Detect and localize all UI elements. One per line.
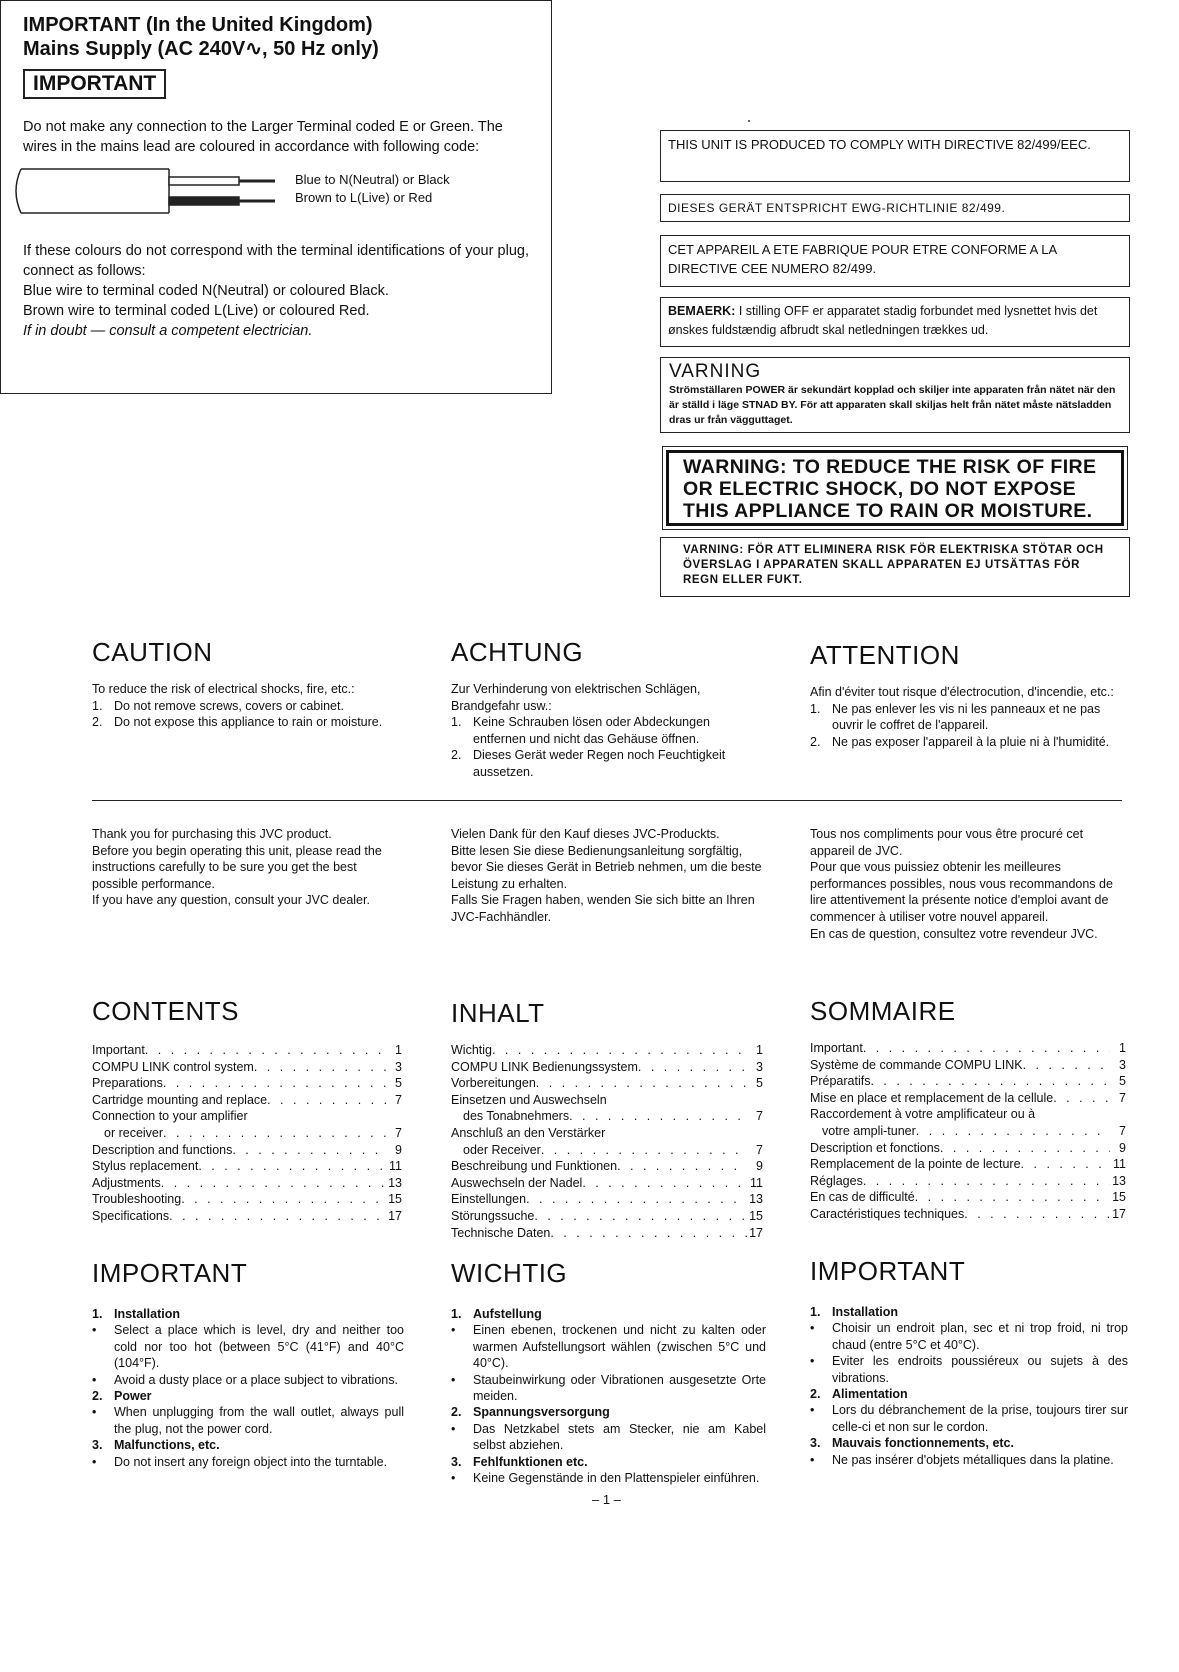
bemaerk-box xyxy=(660,297,1130,347)
toc-row: Remplacement de la pointe de lecture . . . 11 xyxy=(810,1156,1126,1173)
toc-row: En cas de difficulté . . . 15 xyxy=(810,1189,1126,1206)
toc-row: Einsetzen und Auswechseln xyxy=(451,1092,607,1107)
list-item: • Staubeinwirkung oder Vibrationen ausgesetzte Orte meiden. xyxy=(451,1372,766,1404)
list-heading: 2. Alimentation xyxy=(810,1387,908,1402)
toc-row: votre ampli-tuner . . . 7 xyxy=(810,1123,1126,1140)
caution-en xyxy=(92,681,404,731)
toc-de xyxy=(451,1042,763,1241)
list-item: • Do not insert any foreign object into the turntable. xyxy=(92,1454,388,1469)
caution-en-intro: To reduce the risk of electrical shocks, fire, etc.: xyxy=(92,682,355,696)
contents-title-en: CONTENTS xyxy=(92,996,239,1026)
varning-box xyxy=(660,357,1130,433)
toc-row: Vorbereitungen . . . 5 xyxy=(451,1075,763,1092)
list-item: • Einen ebenen, trockenen und nicht zu kalten oder warmen Aufstellungsort wählen (zwischen 5°C und 40°C). xyxy=(451,1323,766,1371)
print-speck xyxy=(748,120,750,122)
toc-row: Auswechseln der Nadel . . . 11 xyxy=(451,1175,763,1192)
bemaerk-text: I stilling OFF er apparatet stadig forbundet med lysnettet hvis det ønskes fuldstændig afbrudt skal netledningen trækkes ud. xyxy=(668,304,1098,337)
wire-blue-label: Blue to N(Neutral) or Black xyxy=(295,172,450,187)
toc-fr xyxy=(810,1040,1126,1223)
uk-important-box xyxy=(0,0,552,394)
list-item: • Avoid a dusty place or a place subject to vibrations. xyxy=(92,1372,398,1387)
toc-row: Preparations . . . 5 xyxy=(92,1075,402,1092)
toc-row: des Tonabnehmers . . . 7 xyxy=(451,1108,763,1125)
list-item: • Choisir un endroit plan, sec et ni trop froid, ni trop chaud (entre 5°C et 40°C). xyxy=(810,1321,1128,1352)
wire-brown-label: Brown to L(Live) or Red xyxy=(295,190,433,205)
list-item: • When unplugging from the wall outlet, always pull the plug, not the power cord. xyxy=(92,1405,404,1436)
toc-row: Troubleshooting . . . 15 xyxy=(92,1191,402,1208)
list-item: • Eviter les endroits poussiéreux ou sujets à des vibrations. xyxy=(810,1354,1128,1385)
important-title-fr: IMPORTANT xyxy=(810,1256,966,1286)
varning-title: VARNING xyxy=(669,361,762,382)
cable-diagram xyxy=(23,163,529,219)
list-heading: 1. Installation xyxy=(810,1305,898,1319)
toc-row: Raccordement à votre amplificateur ou à xyxy=(810,1107,1036,1122)
varning-sv-box xyxy=(660,537,1130,597)
toc-en xyxy=(92,1042,402,1225)
section-divider xyxy=(92,800,1122,801)
list-item: 2. Do not expose this appliance to rain or moisture. xyxy=(92,715,383,730)
important-title-de: WICHTIG xyxy=(451,1258,568,1288)
list-item: • Keine Gegenstände in den Plattenspieler einführen. xyxy=(451,1471,760,1486)
uk-title-line1: IMPORTANT (In the United Kingdom) xyxy=(23,14,373,36)
list-item: • Ne pas insérer d'objets métalliques dans la platine. xyxy=(810,1452,1114,1467)
toc-row: Anschluß an den Verstärker xyxy=(451,1125,606,1140)
toc-row: Cartridge mounting and replace . . . 7 xyxy=(92,1092,402,1109)
toc-row: Préparatifs . . . 5 xyxy=(810,1073,1126,1090)
uk-para-connection: Do not make any connection to the Larger Terminal coded E or Green. The wires in the mains lead are coloured in accordance with following code: xyxy=(23,119,503,155)
toc-row: Mise en place et remplacement de la cellule . . . 7 xyxy=(810,1090,1126,1107)
uk-para-doubt: If in doubt — consult a competent electrician. xyxy=(23,323,313,339)
important-fr xyxy=(810,1304,1128,1468)
varning-sv-text: VARNING: FÖR ATT ELIMINERA RISK FÖR ELEKTRISKA STÖTAR OCH ÖVERSLAG I APPARATEN SKALL APPARATEN EJ UTSÄTTAS FÖR REGN ELLER FUKT. xyxy=(683,544,1104,586)
list-heading: 1. Aufstellung xyxy=(451,1307,542,1321)
caution-de xyxy=(451,681,766,781)
caution-fr xyxy=(810,684,1128,750)
caution-fr-intro: Afin d'éviter tout risque d'électrocution, d'incendie, etc.: xyxy=(810,685,1114,699)
toc-row: Réglages . . . 13 xyxy=(810,1173,1126,1190)
caution-de-intro: Zur Verhinderung von elektrischen Schlägen, Brandgefahr usw.: xyxy=(451,682,701,713)
wire-labels xyxy=(295,171,450,207)
toc-row: Stylus replacement . . . 11 xyxy=(92,1158,402,1175)
toc-row: COMPU LINK Bedienungssystem . . . 3 xyxy=(451,1059,763,1076)
directive-en-text: THIS UNIT IS PRODUCED TO COMPLY WITH DIRECTIVE 82/499/EEC. xyxy=(668,137,1091,152)
list-item: 2. Dieses Gerät weder Regen noch Feuchtigkeit aussetzen. xyxy=(451,748,726,779)
list-heading: 1. Installation xyxy=(92,1307,180,1321)
list-item: 1. Ne pas enlever les vis ni les panneaux et ne pas ouvrir le coffret de l'appareil. xyxy=(810,701,1101,733)
thanks-en: Thank you for purchasing this JVC product. Before you begin operating this unit, please read the instructions carefully to be sure you get the best possible performance. If you have any question, consult your JVC dealer. xyxy=(92,827,382,908)
contents-title-fr: SOMMAIRE xyxy=(810,996,956,1026)
list-heading: 2. Power xyxy=(92,1389,152,1404)
uk-para-blue: Blue wire to terminal coded N(Neutral) or coloured Black. xyxy=(23,283,389,299)
toc-row: oder Receiver . . . 7 xyxy=(451,1142,763,1159)
directive-de-text: DIESES GERÄT ENTSPRICHT EWG-RICHTLINIE 82/499. xyxy=(668,201,1006,215)
uk-title-line2: Mains Supply (AC 240V∿, 50 Hz only) xyxy=(23,38,379,60)
toc-row: Störungssuche . . . 15 xyxy=(451,1208,763,1225)
list-item: • Lors du débranchement de la prise, toujours tirer sur celle-ci et non sur le cordon. xyxy=(810,1403,1128,1434)
list-heading: 3. Mauvais fonctionnements, etc. xyxy=(810,1436,1014,1451)
warning-en-box xyxy=(666,450,1124,526)
toc-row: Wichtig . . . 1 xyxy=(451,1042,763,1059)
important-title-en: IMPORTANT xyxy=(92,1258,248,1288)
caution-title-de: ACHTUNG xyxy=(451,637,584,667)
list-heading: 3. Malfunctions, etc. xyxy=(92,1438,220,1453)
thanks-fr: Tous nos compliments pour vous être procuré cet appareil de JVC. Pour que vous puissiez obtenir les meilleures performances possibles, nous vous recommandons de lire attentivement la présente notice d'emploi avant de commencer à utiliser votre nouvel appareil. En cas de question, consultez votre revendeur JVC. xyxy=(810,827,1113,941)
uk-para-colours: If these colours do not correspond with the terminal identifications of your plug, connect as follows: xyxy=(23,243,529,279)
list-item: 2. Ne pas exposer l'appareil à la pluie ni à l'humidité. xyxy=(810,734,1110,749)
toc-row: Caractéristiques techniques . . . 17 xyxy=(810,1206,1126,1223)
list-item: • Das Netzkabel stets am Stecker, nie am Kabel selbst abziehen. xyxy=(451,1421,766,1453)
directive-en-box xyxy=(660,130,1130,182)
directive-fr-box xyxy=(660,235,1130,287)
list-item: • Select a place which is level, dry and neither too cold nor too hot (between 5°C (41°F) and 40°C (104°F). xyxy=(92,1323,404,1371)
toc-row: Adjustments . . . 13 xyxy=(92,1175,402,1192)
toc-row: Description and functions . . . 9 xyxy=(92,1142,402,1159)
toc-row: Technische Daten . . . 17 xyxy=(451,1225,763,1242)
important-tag: IMPORTANT xyxy=(23,69,166,99)
page-number: – 1 – xyxy=(592,1492,621,1507)
varning-text: Strömställaren POWER är sekundärt kopplad och skiljer inte apparaten från nätet när den är ställd i läge STNAD BY. För att apparaten skall skiljas helt från nätet måste nätsladden dras ur från vägguttaget. xyxy=(669,384,1116,426)
toc-row: Important . . . 1 xyxy=(810,1040,1126,1057)
toc-row: Système de commande COMPU LINK . . . 3 xyxy=(810,1057,1126,1074)
toc-row: Important . . . 1 xyxy=(92,1042,402,1059)
caution-title-fr: ATTENTION xyxy=(810,640,960,670)
important-en xyxy=(92,1306,404,1470)
list-item: 1. Keine Schrauben lösen oder Abdeckungen entfernen und nicht das Gehäuse öffnen. xyxy=(451,715,710,746)
bemaerk-label: BEMAERK: xyxy=(668,304,736,318)
list-heading: 2. Spannungsversorgung xyxy=(451,1405,610,1420)
warning-en-text: WARNING: TO REDUCE THE RISK OF FIRE OR ELECTRIC SHOCK, DO NOT EXPOSE THIS APPLIANCE TO RAIN OR MOISTURE. xyxy=(683,456,1097,522)
toc-row: or receiver . . . 7 xyxy=(92,1125,402,1142)
toc-row: Einstellungen . . . 13 xyxy=(451,1191,763,1208)
toc-row: COMPU LINK control system . . . 3 xyxy=(92,1059,402,1076)
important-de xyxy=(451,1306,766,1486)
directive-fr-text: CET APPAREIL A ETE FABRIQUE POUR ETRE CONFORME A LA DIRECTIVE CEE NUMERO 82/499. xyxy=(668,242,1057,276)
mains-cable-icon xyxy=(9,163,279,219)
list-heading: 3. Fehlfunktionen etc. xyxy=(451,1454,588,1469)
toc-row: Description et fonctions . . . 9 xyxy=(810,1140,1126,1157)
thanks-de: Vielen Dank für den Kauf dieses JVC-Produckts. Bitte lesen Sie diese Bedienungsanleitung sorgfältig, bevor Sie dieses Gerät in Betrieb nehmen, um die beste Leistung zu erhalten. Falls Sie Fragen haben, wenden Sie sich bitte an Ihren JVC-Fachhändler. xyxy=(451,827,762,924)
directive-de-box xyxy=(660,194,1130,222)
toc-row: Specifications . . . 17 xyxy=(92,1208,402,1225)
contents-title-de: INHALT xyxy=(451,998,545,1028)
caution-title-en: CAUTION xyxy=(92,637,213,667)
uk-para-brown: Brown wire to terminal coded L(Live) or coloured Red. xyxy=(23,303,370,319)
toc-row: Beschreibung und Funktionen . . . 9 xyxy=(451,1158,763,1175)
list-item: 1. Do not remove screws, covers or cabinet. xyxy=(92,698,344,713)
toc-row: Connection to your amplifier xyxy=(92,1109,248,1124)
